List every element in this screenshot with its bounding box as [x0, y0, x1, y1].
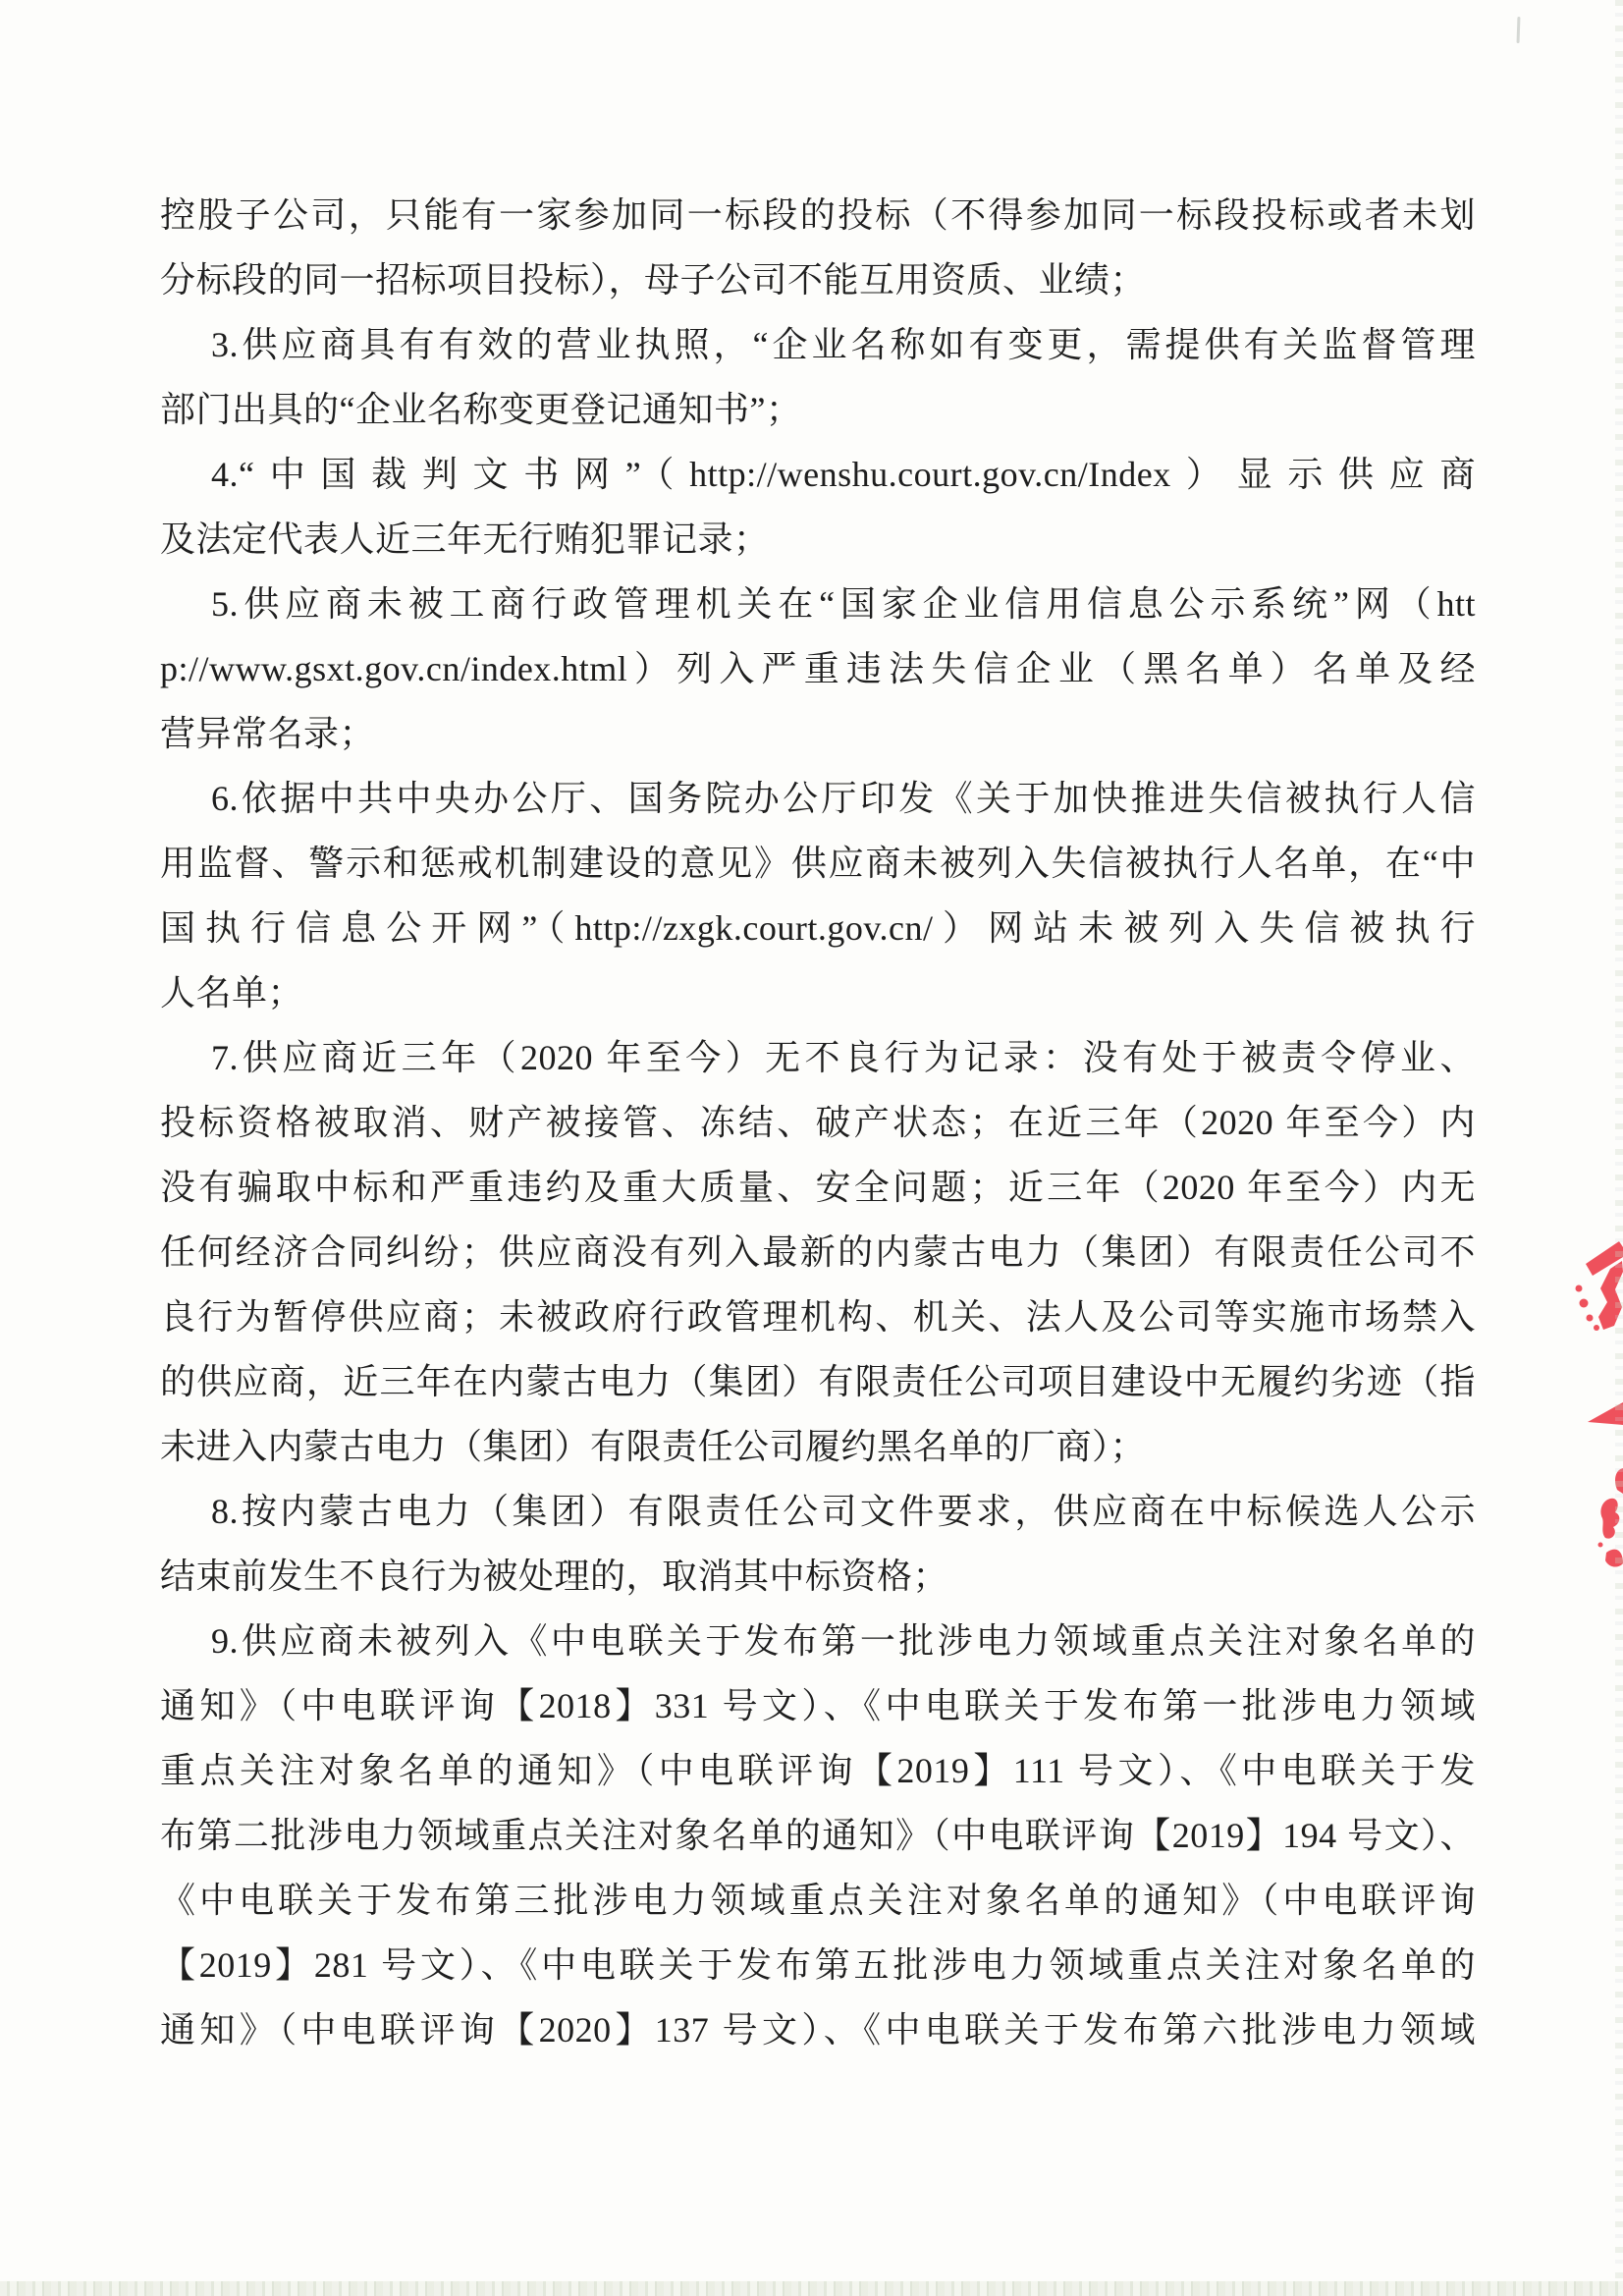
text-line: 8.按内蒙古电力（集团）有限责任公司文件要求，供应商在中标候选人公示	[211, 1492, 1476, 1531]
text-line: 国执行信息公开网”（http://zxgk.court.gov.cn/）网站未被列入失信被执行	[160, 908, 1476, 948]
text-line: 布第二批涉电力领域重点关注对象名单的通知》（中电联评询【2019】194 号文）、	[160, 1816, 1476, 1855]
text-line: 的供应商，近三年在内蒙古电力（集团）有限责任公司项目建设中无履约劣迹（指	[160, 1362, 1476, 1401]
text-line: p://www.gsxt.gov.cn/index.html）列入严重违法失信企业（黑名单）名单及经	[160, 649, 1476, 688]
text-line: 投标资格被取消、财产被接管、冻结、破产状态；在近三年（2020 年至今）内	[160, 1103, 1476, 1142]
text-line: 【2019】281 号文）、《中电联关于发布第五批涉电力领域重点关注对象名单的	[160, 1945, 1476, 1985]
text-line: 任何经济合同纠纷；供应商没有列入最新的内蒙古电力（集团）有限责任公司不	[160, 1232, 1476, 1272]
text-line: 没有骗取中标和严重违约及重大质量、安全问题；近三年（2020 年至今）内无	[160, 1168, 1476, 1207]
document-text-block	[160, 183, 1476, 2062]
scan-edge-strip	[1615, 0, 1623, 2296]
text-line: 通知》（中电联评询【2020】137 号文）、《中电联关于发布第六批涉电力领域	[160, 2010, 1476, 2050]
text-line: 重点关注对象名单的通知》（中电联评询【2019】111 号文）、《中电联关于发	[160, 1751, 1476, 1790]
text-line: 7.供应商近三年（2020 年至今）无不良行为记录：没有处于被责令停业、	[211, 1038, 1476, 1077]
text-line: 未进入内蒙古电力（集团）有限责任公司履约黑名单的厂商）；	[160, 1427, 1147, 1466]
text-line: 《中电联关于发布第三批涉电力领域重点关注对象名单的通知》（中电联评询	[160, 1881, 1476, 1920]
text-line: 5.供应商未被工商行政管理机关在“国家企业信用信息公示系统”网（htt	[211, 584, 1476, 624]
text-line: 用监督、警示和惩戒机制建设的意见》供应商未被列入失信被执行人名单，在“中	[160, 844, 1476, 883]
text-line: 营异常名录；	[160, 714, 376, 753]
scan-edge-band	[0, 2281, 1623, 2296]
text-line: 控股子公司，只能有一家参加同一标段的投标（不得参加同一标段投标或者未划	[160, 195, 1476, 235]
text-line: 结束前发生不良行为被处理的，取消其中标资格；	[160, 1557, 949, 1596]
text-line: 9.供应商未被列入《中电联关于发布第一批涉电力领域重点关注对象名单的	[211, 1621, 1476, 1661]
text-line: 部门出具的“企业名称变更登记通知书”；	[160, 390, 802, 429]
text-line: 及法定代表人近三年无行贿犯罪记录；	[160, 519, 770, 559]
text-line: 4.“中国裁判文书网”（http://wenshu.court.gov.cn/Index）显示供应商	[211, 455, 1476, 494]
text-line: 良行为暂停供应商；未被政府行政管理机构、机关、法人及公司等实施市场禁入	[160, 1297, 1476, 1337]
text-line: 通知》（中电联评询【2018】331 号文）、《中电联关于发布第一批涉电力领域	[160, 1686, 1476, 1725]
text-line: 分标段的同一招标项目投标），母子公司不能互用资质、业绩；	[160, 260, 1147, 300]
text-line: 3.供应商具有有效的营业执照，“企业名称如有变更，需提供有关监督管理	[211, 325, 1476, 364]
scan-smudge-mark	[1517, 17, 1521, 43]
text-line: 人名单；	[160, 973, 304, 1012]
text-line: 6.依据中共中央办公厅、国务院办公厅印发《关于加快推进失信被执行人信	[211, 779, 1476, 818]
